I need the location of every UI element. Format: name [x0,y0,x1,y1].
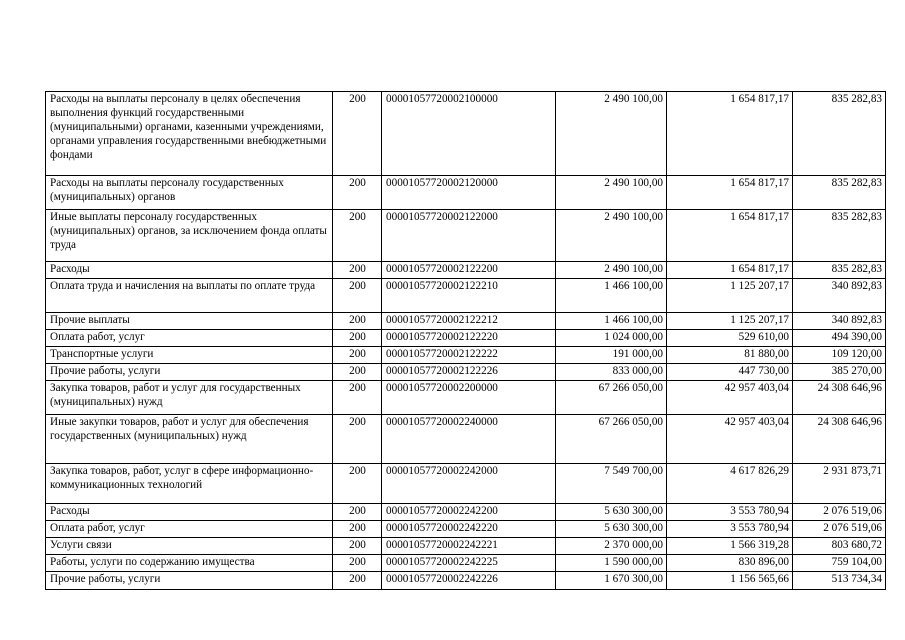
cell-unexecuted-amount: 109 120,00 [793,347,886,364]
cell-executed-amount: 830 896,00 [667,555,793,572]
cell-approved-amount: 5 630 300,00 [556,504,667,521]
cell-line-code: 200 [333,262,382,279]
cell-classification-code: 00001057720002242000 [382,464,556,504]
cell-approved-amount: 67 266 050,00 [556,415,667,464]
cell-approved-amount: 1 590 000,00 [556,555,667,572]
cell-executed-amount: 42 957 403,04 [667,415,793,464]
cell-executed-amount: 1 125 207,17 [667,313,793,330]
table-row [46,381,886,415]
table-row [46,538,886,555]
cell-classification-code: 00001057720002242225 [382,555,556,572]
cell-approved-amount: 1 670 300,00 [556,572,667,590]
cell-line-code: 200 [333,464,382,504]
cell-unexecuted-amount: 2 931 873,71 [793,464,886,504]
table-row [46,555,886,572]
cell-approved-amount: 2 490 100,00 [556,176,667,210]
cell-name: Закупка товаров, работ и услуг для государственных (муниципальных) нужд [46,381,333,415]
cell-line-code: 200 [333,330,382,347]
cell-unexecuted-amount: 24 308 646,96 [793,381,886,415]
cell-approved-amount: 2 490 100,00 [556,92,667,176]
cell-classification-code: 00001057720002122220 [382,330,556,347]
cell-line-code: 200 [333,347,382,364]
cell-executed-amount: 1 654 817,17 [667,92,793,176]
cell-line-code: 200 [333,313,382,330]
cell-line-code: 200 [333,521,382,538]
cell-unexecuted-amount: 835 282,83 [793,262,886,279]
cell-unexecuted-amount: 494 390,00 [793,330,886,347]
cell-classification-code: 00001057720002242220 [382,521,556,538]
cell-line-code: 200 [333,504,382,521]
cell-unexecuted-amount: 835 282,83 [793,92,886,176]
cell-approved-amount: 7 549 700,00 [556,464,667,504]
cell-line-code: 200 [333,279,382,313]
cell-name: Прочие выплаты [46,313,333,330]
cell-executed-amount: 1 125 207,17 [667,279,793,313]
cell-executed-amount: 1 654 817,17 [667,262,793,279]
cell-approved-amount: 2 370 000,00 [556,538,667,555]
table-row [46,504,886,521]
cell-executed-amount: 4 617 826,29 [667,464,793,504]
cell-unexecuted-amount: 340 892,83 [793,313,886,330]
cell-unexecuted-amount: 513 734,34 [793,572,886,590]
cell-unexecuted-amount: 803 680,72 [793,538,886,555]
cell-unexecuted-amount: 2 076 519,06 [793,521,886,538]
table-row [46,364,886,381]
cell-line-code: 200 [333,92,382,176]
expenditure-table [45,91,886,590]
cell-executed-amount: 3 553 780,94 [667,521,793,538]
cell-line-code: 200 [333,555,382,572]
cell-classification-code: 00001057720002242221 [382,538,556,555]
cell-classification-code: 00001057720002122222 [382,347,556,364]
cell-classification-code: 00001057720002240000 [382,415,556,464]
cell-name: Оплата работ, услуг [46,521,333,538]
cell-classification-code: 00001057720002122212 [382,313,556,330]
table-row [46,210,886,262]
cell-executed-amount: 42 957 403,04 [667,381,793,415]
cell-name: Иные выплаты персоналу государственных (муниципальных) органов, за исключением фонда оплаты труда [46,210,333,262]
cell-executed-amount: 1 654 817,17 [667,210,793,262]
cell-name: Работы, услуги по содержанию имущества [46,555,333,572]
cell-unexecuted-amount: 385 270,00 [793,364,886,381]
cell-approved-amount: 67 266 050,00 [556,381,667,415]
cell-name: Оплата труда и начисления на выплаты по оплате труда [46,279,333,313]
cell-name: Иные закупки товаров, работ и услуг для обеспечения государственных (муниципальных) нужд [46,415,333,464]
table-row [46,176,886,210]
cell-classification-code: 00001057720002122210 [382,279,556,313]
cell-approved-amount: 2 490 100,00 [556,262,667,279]
cell-name: Прочие работы, услуги [46,364,333,381]
cell-executed-amount: 447 730,00 [667,364,793,381]
cell-line-code: 200 [333,176,382,210]
cell-executed-amount: 1 566 319,28 [667,538,793,555]
cell-classification-code: 00001057720002122226 [382,364,556,381]
table-row [46,330,886,347]
cell-unexecuted-amount: 2 076 519,06 [793,504,886,521]
table-row [46,262,886,279]
cell-executed-amount: 1 654 817,17 [667,176,793,210]
table-row [46,347,886,364]
cell-approved-amount: 2 490 100,00 [556,210,667,262]
cell-unexecuted-amount: 835 282,83 [793,176,886,210]
cell-executed-amount: 3 553 780,94 [667,504,793,521]
table-row [46,313,886,330]
cell-name: Расходы на выплаты персоналу государственных (муниципальных) органов [46,176,333,210]
cell-name: Закупка товаров, работ, услуг в сфере информационно-коммуникационных технологий [46,464,333,504]
cell-name: Расходы [46,504,333,521]
table-row [46,279,886,313]
cell-name: Транспортные услуги [46,347,333,364]
cell-approved-amount: 5 630 300,00 [556,521,667,538]
cell-approved-amount: 1 024 000,00 [556,330,667,347]
cell-unexecuted-amount: 835 282,83 [793,210,886,262]
table-row [46,572,886,590]
cell-approved-amount: 833 000,00 [556,364,667,381]
table-row [46,521,886,538]
cell-classification-code: 00001057720002200000 [382,381,556,415]
cell-approved-amount: 1 466 100,00 [556,313,667,330]
cell-executed-amount: 529 610,00 [667,330,793,347]
cell-name: Расходы на выплаты персоналу в целях обеспечения выполнения функций государственными (муниципальными) органами, казенными учреждениями, органами управления государственными внебюджетными фондами [46,92,333,176]
cell-name: Расходы [46,262,333,279]
table-row [46,92,886,176]
cell-classification-code: 00001057720002122200 [382,262,556,279]
cell-approved-amount: 1 466 100,00 [556,279,667,313]
cell-line-code: 200 [333,572,382,590]
cell-classification-code: 00001057720002242226 [382,572,556,590]
cell-name: Услуги связи [46,538,333,555]
table-row [46,464,886,504]
cell-classification-code: 00001057720002242200 [382,504,556,521]
cell-executed-amount: 1 156 565,66 [667,572,793,590]
cell-line-code: 200 [333,415,382,464]
cell-line-code: 200 [333,538,382,555]
cell-classification-code: 00001057720002100000 [382,92,556,176]
cell-classification-code: 00001057720002120000 [382,176,556,210]
cell-line-code: 200 [333,381,382,415]
cell-unexecuted-amount: 24 308 646,96 [793,415,886,464]
table-body [46,92,886,590]
cell-unexecuted-amount: 759 104,00 [793,555,886,572]
cell-executed-amount: 81 880,00 [667,347,793,364]
cell-line-code: 200 [333,364,382,381]
cell-approved-amount: 191 000,00 [556,347,667,364]
cell-name: Оплата работ, услуг [46,330,333,347]
cell-line-code: 200 [333,210,382,262]
cell-unexecuted-amount: 340 892,83 [793,279,886,313]
table-row [46,415,886,464]
cell-name: Прочие работы, услуги [46,572,333,590]
cell-classification-code: 00001057720002122000 [382,210,556,262]
